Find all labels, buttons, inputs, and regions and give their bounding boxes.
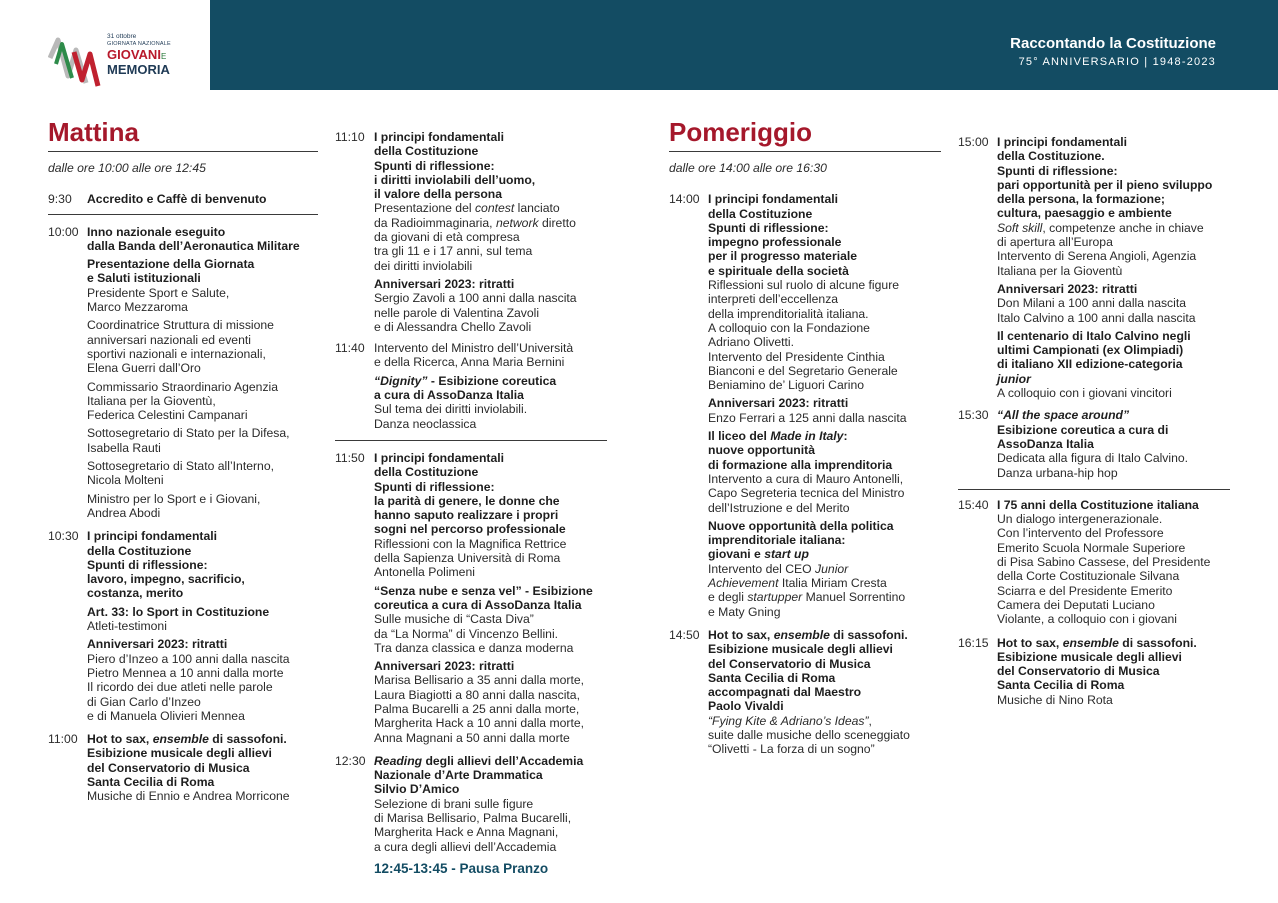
- item-text: nelle parole di Valentina Zavoli: [374, 305, 540, 320]
- item-title: Esibizione musicale degli allievi: [997, 649, 1182, 664]
- section-title-mattina: Mattina: [48, 117, 139, 147]
- item-text: Sergio Zavoli a 100 anni dalla nascita: [374, 291, 577, 306]
- header-banner: [0, 0, 1278, 90]
- program-item-1500: [958, 135, 1230, 400]
- logo-word-memoria: MEMORIA: [107, 62, 170, 77]
- item-title: del Conservatorio di Musica: [87, 760, 250, 775]
- item-title: costanza, merito: [87, 586, 184, 601]
- program-item-1140: [335, 341, 607, 431]
- item-time: 11:50: [335, 450, 365, 465]
- item-title: Nazionale d’Arte Drammatica: [374, 768, 543, 783]
- item-title: della Costituzione: [708, 206, 813, 221]
- item-time: 14:00: [669, 192, 700, 207]
- item-text: Commissario Straordinario Agenzia: [87, 379, 279, 394]
- item-title: del Conservatorio di Musica: [708, 656, 871, 671]
- item-subtitle: Art. 33: lo Sport in Costituzione: [87, 604, 270, 619]
- item-subtitle: giovani e: [708, 547, 765, 562]
- item-text: e di Manuela Olivieri Mennea: [87, 708, 245, 723]
- item-text: “Olivetti - La forza di un sogno”: [708, 742, 875, 757]
- item-title: Hot to sax,: [997, 635, 1063, 650]
- item-time: 15:40: [958, 497, 989, 512]
- item-title: per il progresso materiale: [708, 249, 858, 264]
- program-item-930: [48, 192, 318, 206]
- item-title: del Conservatorio di Musica: [997, 664, 1160, 679]
- item-text: Italiana per la Gioventù: [997, 263, 1123, 278]
- item-subtitle: Anniversari 2023: ritratti: [708, 396, 849, 411]
- item-text-italic: Achievement: [708, 576, 779, 591]
- item-text: sportivi nazionali e internazionali,: [87, 346, 266, 361]
- header-subtitle: 75° ANNIVERSARIO | 1948-2023: [1018, 56, 1216, 68]
- section-subtitle-pomeriggio: dalle ore 14:00 alle ore 16:30: [669, 161, 827, 175]
- item-text: Italo Calvino a 100 anni dalla nascita: [997, 310, 1196, 325]
- program-item-1100: [48, 732, 318, 803]
- item-text: Margherita Hack e Anna Magnani,: [374, 825, 559, 840]
- item-text: e Maty Gning: [708, 604, 781, 619]
- item-title: Santa Cecilia di Roma: [997, 678, 1125, 693]
- item-text-italic: startupper: [747, 590, 803, 605]
- item-text: , competenze anche in chiave: [1042, 220, 1204, 235]
- item-text: Danza urbana-hip hop: [997, 465, 1118, 480]
- program-item-1150: [335, 451, 607, 745]
- item-text: Musiche di Ennio e Andrea Morricone: [87, 789, 290, 804]
- item-subtitle: Nuove opportunità della politica: [708, 518, 894, 533]
- item-text: Ministro per lo Sport e i Giovani,: [87, 491, 261, 506]
- item-title: di sassofoni.: [208, 732, 287, 747]
- item-text: anniversari nazionali ed eventi: [87, 332, 251, 347]
- item-text: tra gli 11 e i 17 anni, sul tema: [374, 244, 533, 259]
- item-subtitle: Il liceo del: [708, 429, 771, 444]
- item-text: Emerito Scuola Normale Superiore: [997, 540, 1186, 555]
- item-text: a cura degli allievi dell’Accademia: [374, 839, 557, 854]
- item-title: hanno saputo realizzare i propri: [374, 508, 559, 523]
- item-time: 15:00: [958, 135, 989, 149]
- item-text: Beniamino de’ Liguori Carino: [708, 378, 865, 393]
- section-title-pomeriggio: Pomeriggio: [669, 117, 813, 147]
- item-title: I principi fondamentali: [708, 192, 839, 207]
- item-title: I principi fondamentali: [374, 130, 505, 144]
- column-mattina: [48, 117, 318, 804]
- item-time: 10:30: [48, 529, 79, 544]
- item-text: lanciato: [514, 201, 560, 216]
- item-text: Riflessioni sul ruolo di alcune figure: [708, 278, 900, 293]
- item-subtitle: di italiano XII edizione-categoria: [997, 357, 1183, 372]
- item-title-italic: ensemble: [1062, 635, 1119, 650]
- item-text: ,: [868, 713, 872, 728]
- item-text: Bianconi e del Segretario Generale: [708, 363, 898, 378]
- item-title: della Costituzione.: [997, 149, 1105, 164]
- program-item-1230: [335, 754, 607, 877]
- divider: [48, 151, 318, 152]
- item-title: di sassofoni.: [1118, 635, 1197, 650]
- item-text: di Gian Carlo d’Inzeo: [87, 694, 201, 709]
- item-text: Intervento del Presidente Cinthia: [708, 349, 885, 364]
- item-text-italic: Junior: [815, 561, 849, 576]
- logo-word-giovani: GIOVANI: [107, 47, 161, 62]
- item-text: Presentazione del: [374, 201, 475, 216]
- item-title: Inno nazionale eseguito: [87, 224, 226, 239]
- item-title: Spunti di riflessione:: [87, 557, 208, 572]
- item-text: da Radioimmaginaria,: [374, 215, 496, 230]
- item-title: Spunti di riflessione:: [997, 163, 1118, 178]
- item-text: Andrea Abodi: [87, 505, 161, 520]
- item-title: pari opportunità per il pieno sviluppo: [997, 177, 1213, 192]
- item-time: 14:50: [669, 627, 700, 642]
- item-text: della Corte Costituzionale Silvana: [997, 569, 1180, 584]
- item-title-italic: ensemble: [152, 732, 209, 747]
- item-title: della Costituzione: [374, 465, 479, 480]
- item-text: Intervento a cura di Mauro Antonelli,: [708, 471, 904, 486]
- item-subtitle: Anniversari 2023: ritratti: [87, 637, 228, 652]
- item-subtitle: imprenditoriale italiana:: [708, 533, 846, 548]
- item-subtitle-italic: junior: [997, 371, 1031, 386]
- item-title: sogni nel percorso professionale: [374, 522, 566, 537]
- item-time: 11:00: [48, 732, 78, 747]
- item-title: Spunti di riflessione:: [708, 220, 829, 235]
- program-item-1615: [958, 636, 1230, 707]
- item-title: Spunti di riflessione:: [374, 479, 495, 494]
- item-text: Danza neoclassica: [374, 416, 477, 431]
- item-text: Laura Biagiotti a 80 anni dalla nascita,: [374, 687, 580, 702]
- item-text: Selezione di brani sulle figure: [374, 796, 534, 811]
- item-title-italic: Reading: [374, 753, 423, 768]
- program-item-1110: [335, 130, 607, 334]
- column-pomeriggio-2: [958, 135, 1230, 707]
- item-title-italic: ensemble: [773, 627, 830, 642]
- item-text: Tra danza classica e danza moderna: [374, 640, 574, 655]
- item-subtitle: e Saluti istituzionali: [87, 271, 201, 286]
- item-title: dalla Banda dell’Aeronautica Militare: [87, 238, 300, 253]
- item-title: a cura di AssoDanza Italia: [374, 388, 524, 403]
- item-text: e della Ricerca, Anna Maria Bernini: [374, 355, 565, 370]
- item-text: Riflessioni con la Magnifica Rettrice: [374, 536, 567, 551]
- item-title: il valore della persona: [374, 187, 503, 202]
- item-title: Paolo Vivaldi: [708, 699, 784, 714]
- item-text: Sottosegretario di Stato all’Interno,: [87, 459, 274, 474]
- item-text: Marco Mezzaroma: [87, 300, 188, 315]
- item-subtitle: :: [843, 429, 848, 444]
- item-text: Musiche di Nino Rota: [997, 692, 1113, 707]
- item-text: Il ricordo dei due atleti nelle parole: [87, 680, 273, 695]
- item-time: 9:30: [48, 192, 72, 207]
- item-text: Sottosegretario di Stato per la Difesa,: [87, 426, 290, 441]
- item-text-italic: Soft skill: [997, 220, 1043, 235]
- program-item-1030: [48, 529, 318, 723]
- item-text: di Pisa Sabino Cassese, del Presidente: [997, 555, 1211, 570]
- item-subtitle: Anniversari 2023: ritratti: [374, 276, 515, 291]
- program-item-1530: [958, 408, 1230, 479]
- item-title: della Costituzione: [87, 543, 192, 558]
- item-text: della Sapienza Università di Roma: [374, 551, 561, 566]
- divider: [958, 489, 1230, 490]
- item-title: impegno professionale: [708, 235, 842, 250]
- item-text: dell’Istruzione e del Merito: [708, 500, 850, 515]
- item-text: da “La Norma” di Vincenzo Bellini.: [374, 626, 559, 641]
- item-time: 12:30: [335, 753, 366, 768]
- section-subtitle-mattina: dalle ore 10:00 alle ore 12:45: [48, 161, 206, 175]
- item-text: Manuel Sorrentino: [802, 590, 906, 605]
- item-time: 16:15: [958, 635, 989, 650]
- item-text: Sulle musiche di “Casta Diva”: [374, 612, 534, 627]
- item-text: e degli: [708, 590, 748, 605]
- item-text: Intervento del CEO: [708, 561, 816, 576]
- divider: [669, 151, 941, 152]
- item-text-italic: “Fying Kite & Adriano’s Ideas”: [708, 713, 869, 728]
- item-title-italic: “All the space around”: [997, 408, 1130, 423]
- item-text: Nicola Molteni: [87, 473, 164, 488]
- item-title: Silvio D’Amico: [374, 782, 460, 797]
- header-title: Raccontando la Costituzione: [1010, 35, 1216, 52]
- item-text: Camera dei Deputati Luciano: [997, 597, 1155, 612]
- program-item-1000: [48, 225, 318, 521]
- item-title: Hot to sax,: [87, 732, 153, 747]
- ribbon-logo-icon: [48, 28, 106, 88]
- item-subtitle: coreutica a cura di AssoDanza Italia: [374, 597, 582, 612]
- item-text: e di Alessandra Chello Zavoli: [374, 319, 532, 334]
- item-text: della imprenditorialità italiana.: [708, 306, 869, 321]
- item-text: interpreti dell’eccellenza: [708, 292, 839, 307]
- item-text: Pietro Mennea a 10 anni dalla morte: [87, 665, 284, 680]
- item-text: Elena Guerri dall’Oro: [87, 361, 201, 376]
- item-text: Italia Miriam Cresta: [778, 576, 887, 591]
- item-subtitle: Presentazione della Giornata: [87, 257, 255, 272]
- divider: [48, 214, 318, 215]
- item-text: Intervento di Serena Angioli, Agenzia: [997, 249, 1197, 264]
- item-text: Isabella Rauti: [87, 440, 161, 455]
- item-subtitle: di formazione alla imprenditoria: [708, 457, 893, 472]
- item-text: A colloquio con la Fondazione: [708, 320, 870, 335]
- item-title: Accredito e Caffè di benvenuto: [87, 192, 267, 207]
- item-subtitle: Anniversari 2023: ritratti: [374, 659, 515, 674]
- item-time: 11:40: [335, 341, 365, 356]
- item-title: lavoro, impegno, sacrificio,: [87, 572, 245, 587]
- item-time: 15:30: [958, 408, 989, 423]
- logo: [0, 0, 210, 90]
- item-text: dei diritti inviolabili: [374, 258, 473, 273]
- item-title: cultura, paesaggio e ambiente: [997, 206, 1172, 221]
- item-text: Presidente Sport e Salute,: [87, 285, 230, 300]
- item-title: Esibizione musicale degli allievi: [708, 642, 893, 657]
- item-text: Sciarra e del Presidente Emerito: [997, 583, 1173, 598]
- program-item-1540: [958, 498, 1230, 627]
- item-subtitle: “Senza nube e senza vel” - Esibizione: [374, 583, 593, 598]
- logo-date: 31 ottobre: [107, 33, 137, 40]
- item-title: I principi fondamentali: [374, 450, 505, 465]
- item-text: Violante, a colloquio con i giovani: [997, 612, 1178, 627]
- item-text: A colloquio con i giovani vincitori: [997, 386, 1172, 401]
- item-subtitle-italic: start up: [764, 547, 809, 562]
- lunch-break: 12:45-13:45 - Pausa Pranzo: [374, 860, 549, 876]
- logo-small-text: GIORNATA NAZIONALE: [107, 41, 171, 47]
- item-title: la parità di genere, le donne che: [374, 493, 560, 508]
- item-text: Italiana per la Gioventù,: [87, 393, 216, 408]
- item-subtitle: Il centenario di Italo Calvino negli: [997, 328, 1191, 343]
- item-text: da giovani di età compresa: [374, 230, 520, 245]
- item-text: Adriano Olivetti.: [708, 335, 795, 350]
- item-text: Marisa Bellisario a 35 anni dalla morte,: [374, 673, 584, 688]
- item-title: di sassofoni.: [829, 627, 908, 642]
- divider: [335, 440, 607, 441]
- item-title: della Costituzione: [374, 144, 479, 159]
- item-title: i diritti inviolabili dell’uomo,: [374, 172, 536, 187]
- item-text: Intervento del Ministro dell’Università: [374, 341, 574, 356]
- item-title: I principi fondamentali: [87, 529, 218, 544]
- item-title: accompagnati dal Maestro: [708, 685, 862, 700]
- item-subtitle: Anniversari 2023: ritratti: [997, 281, 1138, 296]
- item-text: Piero d’Inzeo a 100 anni dalla nascita: [87, 651, 290, 666]
- item-text: Enzo Ferrari a 125 anni dalla nascita: [708, 410, 907, 425]
- item-title: - Esibizione coreutica: [427, 373, 557, 388]
- item-text: Antonella Polimeni: [374, 565, 475, 580]
- item-text: Palma Bucarelli a 25 anni dalla morte,: [374, 701, 580, 716]
- item-text: Coordinatrice Struttura di missione: [87, 318, 274, 333]
- item-title: I principi fondamentali: [997, 135, 1128, 149]
- item-title: Esibizione coreutica a cura di: [997, 422, 1169, 437]
- item-subtitle: nuove opportunità: [708, 443, 815, 458]
- column-pomeriggio: [669, 117, 941, 757]
- item-title: I 75 anni della Costituzione italiana: [997, 497, 1199, 512]
- item-title: Spunti di riflessione:: [374, 158, 495, 173]
- item-text: Federica Celestini Campanari: [87, 408, 248, 423]
- item-title: Hot to sax,: [708, 627, 774, 642]
- item-title: Santa Cecilia di Roma: [708, 670, 836, 685]
- program-item-1450: [669, 628, 941, 757]
- item-title: AssoDanza Italia: [997, 436, 1094, 451]
- item-text-italic: contest: [474, 201, 515, 216]
- item-text: diretto: [538, 215, 576, 230]
- column-mattina-2: [335, 130, 607, 877]
- item-time: 11:10: [335, 130, 365, 144]
- item-text: di apertura all’Europa: [997, 235, 1113, 250]
- item-text: Don Milani a 100 anni dalla nascita: [997, 296, 1187, 311]
- logo-word-e: E: [160, 52, 167, 61]
- item-title: della persona, la formazione;: [997, 192, 1165, 207]
- item-text: Dedicata alla figura di Italo Calvino.: [997, 451, 1189, 466]
- item-title: degli allievi dell’Accademia: [422, 753, 584, 768]
- item-text: Atleti-testimoni: [87, 619, 167, 634]
- item-title: e spirituale della società: [708, 263, 849, 278]
- item-subtitle-italic: Made in Italy: [770, 429, 844, 444]
- item-title-italic: “Dignity”: [374, 373, 428, 388]
- item-subtitle: ultimi Campionati (ex Olimpiadi): [997, 343, 1184, 358]
- item-text: Sul tema dei diritti inviolabili.: [374, 402, 528, 417]
- item-text: Margherita Hack a 10 anni dalla morte,: [374, 716, 585, 731]
- item-time: 10:00: [48, 224, 79, 239]
- item-text: Con l’intervento del Professore: [997, 526, 1164, 541]
- item-text-italic: network: [495, 215, 539, 230]
- item-text: di Marisa Bellisario, Palma Bucarelli,: [374, 811, 572, 826]
- program-item-1400: [669, 192, 941, 619]
- item-text: Capo Segreteria tecnica del Ministro: [708, 486, 905, 501]
- item-title: Santa Cecilia di Roma: [87, 774, 215, 789]
- item-text: Anna Magnani a 50 anni dalla morte: [374, 730, 570, 745]
- item-text: suite dalle musiche dello sceneggiato: [708, 727, 910, 742]
- item-text: Un dialogo intergenerazionale.: [997, 512, 1163, 527]
- item-title: Esibizione musicale degli allievi: [87, 746, 272, 761]
